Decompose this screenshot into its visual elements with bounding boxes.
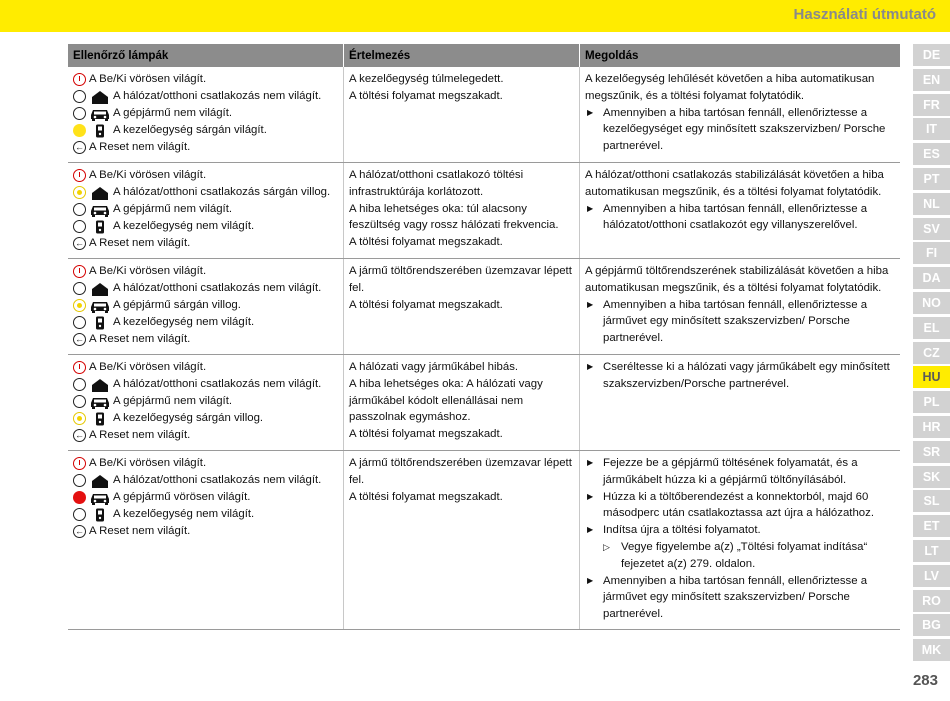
- meaning-text: A kezelőegység túlmelegedett.: [349, 73, 504, 85]
- house-icon: [90, 474, 110, 488]
- lamp-line: [73, 359, 338, 376]
- onoff-indicator-icon: [73, 169, 86, 182]
- lamp-line: [73, 218, 338, 235]
- car-icon: [90, 395, 110, 409]
- language-tab-el[interactable]: EL: [913, 317, 950, 339]
- language-tab-pt[interactable]: PT: [913, 168, 950, 190]
- house-icon: [90, 90, 110, 104]
- document-title: Használati útmutató: [793, 6, 936, 23]
- lamp-line: [73, 410, 338, 427]
- lamp-text: A Reset nem világít.: [89, 237, 191, 250]
- control-unit-icon: [90, 316, 110, 330]
- house-icon: [90, 378, 110, 392]
- lamps-cell: [68, 163, 344, 259]
- meaning-cell: [344, 451, 580, 630]
- lamp-line: [73, 280, 338, 297]
- language-tab-fi[interactable]: FI: [913, 242, 950, 264]
- table-row: [68, 163, 900, 259]
- lamp-line: [73, 201, 338, 218]
- house-icon: [90, 282, 110, 296]
- language-tab-ro[interactable]: RO: [913, 590, 950, 612]
- lamp-line: [73, 167, 338, 184]
- lamp-text: A hálózat/otthoni csatlakozás nem világít.: [113, 282, 322, 295]
- lamp-text: A hálózat/otthoni csatlakozás sárgán villog.: [113, 186, 331, 199]
- reset-indicator-icon: [73, 525, 86, 538]
- status-indicator-icon: [73, 186, 86, 199]
- table-header-row: [68, 44, 900, 67]
- lamp-line: [73, 393, 338, 410]
- lamp-line: [73, 139, 338, 156]
- lamp-text: A Reset nem világít.: [89, 525, 191, 538]
- lamp-text: A kezelőegység nem világít.: [113, 316, 255, 329]
- lamps-cell: [68, 355, 344, 451]
- meaning-text: A hálózat/otthoni csatlakozó töltési infrastruktúrája korlátozott.: [349, 169, 524, 198]
- solution-bullet: ▶ Indítsa újra a töltési folyamatot.: [585, 522, 895, 539]
- solution-bullet: ▶ Húzza ki a töltőberendezést a konnektorból, majd 60 másodperc után csatlakoztassa azt újra a hálózathoz.: [585, 489, 895, 523]
- lamp-line: [73, 427, 338, 444]
- lamp-line: [73, 88, 338, 105]
- meaning-text: A töltési folyamat megszakadt.: [349, 89, 503, 102]
- lamp-text: A kezelőegység sárgán világít.: [113, 124, 267, 137]
- lamp-line: [73, 297, 338, 314]
- solution-cell: [580, 67, 901, 163]
- meaning-cell: [344, 355, 580, 451]
- lamp-text: A hálózat/otthoni csatlakozás nem világít.: [113, 378, 322, 391]
- car-icon: [90, 299, 110, 313]
- lamp-text: A Reset nem világít.: [89, 429, 191, 442]
- status-indicator-icon: [73, 124, 86, 137]
- lamps-cell: [68, 259, 344, 355]
- language-tab-sk[interactable]: SK: [913, 466, 950, 488]
- onoff-indicator-icon: [73, 361, 86, 374]
- lamp-text: A gépjármű sárgán villog.: [113, 299, 241, 312]
- car-icon: [90, 203, 110, 217]
- lamp-line: [73, 71, 338, 88]
- solution-bullet: ▶ Amennyiben a hiba tartósan fennáll, ellenőriztesse a járművet egy minősített szakszervizben/ Porsche partnerével.: [585, 297, 895, 347]
- language-tab-sv[interactable]: SV: [913, 218, 950, 240]
- meaning-text: A töltési folyamat megszakadt.: [349, 236, 503, 249]
- language-tab-sr[interactable]: SR: [913, 441, 950, 463]
- solution-cell: [580, 451, 901, 630]
- reset-indicator-icon: [73, 141, 86, 154]
- language-tab-pl[interactable]: PL: [913, 391, 950, 413]
- lamp-text: A Be/Ki vörösen világít.: [89, 361, 207, 374]
- language-tab-it[interactable]: IT: [913, 118, 950, 140]
- lamp-line: [73, 506, 338, 523]
- language-tab-et[interactable]: ET: [913, 515, 950, 537]
- lamp-line: [73, 184, 338, 201]
- language-tab-fr[interactable]: FR: [913, 94, 950, 116]
- lamp-text: A Be/Ki vörösen világít.: [89, 457, 207, 470]
- onoff-indicator-icon: [73, 73, 86, 86]
- lamp-text: A Be/Ki vörösen világít.: [89, 73, 207, 86]
- status-indicator-icon: [73, 378, 86, 391]
- meaning-text: A hálózati vagy járműkábel hibás.: [349, 361, 519, 373]
- meaning-text: A töltési folyamat megszakadt.: [349, 490, 503, 503]
- status-indicator-icon: [73, 395, 86, 408]
- lamp-text: A gépjármű nem világít.: [113, 203, 233, 216]
- car-icon: [90, 491, 110, 505]
- car-icon: [90, 107, 110, 121]
- language-tab-sl[interactable]: SL: [913, 490, 950, 512]
- solution-cell: [580, 259, 901, 355]
- meaning-cell: [344, 259, 580, 355]
- status-indicator-icon: [73, 90, 86, 103]
- lamp-text: A kezelőegység nem világít.: [113, 220, 255, 233]
- solution-text: A hálózat/otthoni csatlakozás stabilizálását követően a hiba automatikusan megszűnik, és a töltési folyamat folytatódik.: [585, 169, 884, 198]
- warning-lamp-table: [68, 44, 900, 630]
- meaning-cell: [344, 163, 580, 259]
- status-indicator-icon: [73, 282, 86, 295]
- top-bar: [0, 0, 950, 32]
- status-indicator-icon: [73, 107, 86, 120]
- status-indicator-icon: [73, 316, 86, 329]
- solution-bullet: ▶ Amennyiben a hiba tartósan fennáll, ellenőriztesse a kezelőegységet egy minősített szakszervizben/ Porsche partnerével.: [585, 105, 895, 155]
- meaning-text: A töltési folyamat megszakadt.: [349, 298, 503, 311]
- meaning-text: A hiba lehetséges oka: A hálózati vagy járműkábel kódolt ellenállásai nem passzolnak egymáshoz.: [349, 377, 543, 424]
- house-icon: [90, 186, 110, 200]
- solution-bullet: ▶ Fejezze be a gépjármű töltésének folyamatát, és a járműkábelt húzza ki a gépjármű töltőnyílásából.: [585, 455, 895, 489]
- lamp-text: A Reset nem világít.: [89, 333, 191, 346]
- lamp-line: [73, 263, 338, 280]
- lamps-cell: [68, 451, 344, 630]
- lamp-line: [73, 105, 338, 122]
- language-tab-no[interactable]: NO: [913, 292, 950, 314]
- solution-bullet: ▶ Amennyiben a hiba tartósan fennáll, ellenőriztesse a járművet egy minősített szakszervizben/ Porsche partnerével.: [585, 573, 895, 623]
- table-row: [68, 355, 900, 451]
- page-number: 283: [912, 672, 938, 689]
- lamp-text: A Reset nem világít.: [89, 141, 191, 154]
- lamp-text: A gépjármű vörösen világít.: [113, 491, 251, 504]
- solution-text: A kezelőegység lehűlését követően a hiba automatikusan megszűnik, és a töltési folyamat folytatódik.: [585, 73, 875, 102]
- column-header-lamps: Ellenőrző lámpák: [68, 44, 344, 67]
- language-tab-es[interactable]: ES: [913, 143, 950, 165]
- onoff-indicator-icon: [73, 265, 86, 278]
- lamp-text: A gépjármű nem világít.: [113, 107, 233, 120]
- status-indicator-icon: [73, 299, 86, 312]
- language-tab-hr[interactable]: HR: [913, 416, 950, 438]
- lamp-text: A Be/Ki vörösen világít.: [89, 169, 207, 182]
- table-row: [68, 67, 900, 163]
- language-tab-lt[interactable]: LT: [913, 540, 950, 562]
- language-tab-cz[interactable]: CZ: [913, 342, 950, 364]
- status-indicator-icon: [73, 508, 86, 521]
- status-indicator-icon: [73, 412, 86, 425]
- table-row: [68, 259, 900, 355]
- table-row: [68, 451, 900, 630]
- control-unit-icon: [90, 124, 110, 138]
- language-tabs: [913, 44, 950, 664]
- meaning-cell: [344, 67, 580, 163]
- lamp-line: [73, 455, 338, 472]
- lamp-line: [73, 472, 338, 489]
- control-unit-icon: [90, 412, 110, 426]
- lamp-line: [73, 122, 338, 139]
- column-header-meaning: Értelmezés: [344, 44, 580, 67]
- lamp-line: [73, 523, 338, 540]
- solution-sub-bullet: ▷ Vegye figyelembe a(z) „Töltési folyamat indítása“ fejezetet a(z) 279. oldalon.: [585, 539, 895, 573]
- status-indicator-icon: [73, 203, 86, 216]
- solution-text: A gépjármű töltőrendszerének stabilizálását követően a hiba automatikusan megszűnik, és a töltési folyamat folytatódik.: [585, 265, 889, 294]
- reset-indicator-icon: [73, 429, 86, 442]
- lamp-text: A hálózat/otthoni csatlakozás nem világít.: [113, 474, 322, 487]
- language-tab-da[interactable]: DA: [913, 267, 950, 289]
- language-tab-en[interactable]: EN: [913, 69, 950, 91]
- status-indicator-icon: [73, 474, 86, 487]
- column-header-solution: Megoldás: [580, 44, 901, 67]
- lamp-line: [73, 314, 338, 331]
- onoff-indicator-icon: [73, 457, 86, 470]
- status-indicator-icon: [73, 491, 86, 504]
- solution-cell: [580, 163, 901, 259]
- language-tab-de[interactable]: DE: [913, 44, 950, 66]
- reset-indicator-icon: [73, 333, 86, 346]
- lamp-line: [73, 331, 338, 348]
- lamp-text: A Be/Ki vörösen világít.: [89, 265, 207, 278]
- language-tab-bg[interactable]: BG: [913, 614, 950, 636]
- lamp-line: [73, 489, 338, 506]
- meaning-text: A töltési folyamat megszakadt.: [349, 428, 503, 441]
- language-tab-nl[interactable]: NL: [913, 193, 950, 215]
- control-unit-icon: [90, 508, 110, 522]
- lamp-text: A hálózat/otthoni csatlakozás nem világít.: [113, 90, 322, 103]
- reset-indicator-icon: [73, 237, 86, 250]
- lamp-text: A kezelőegység nem világít.: [113, 508, 255, 521]
- status-indicator-icon: [73, 220, 86, 233]
- meaning-text: A jármű töltőrendszerében üzemzavar lépett fel.: [349, 265, 572, 294]
- solution-bullet: ▶ Cseréltesse ki a hálózati vagy járműkábelt egy minősített szakszervizben/Porsche partnerével.: [585, 359, 895, 393]
- lamps-cell: [68, 67, 344, 163]
- solution-cell: [580, 355, 901, 451]
- control-unit-icon: [90, 220, 110, 234]
- lamp-text: A kezelőegység sárgán villog.: [113, 412, 264, 425]
- lamp-line: [73, 376, 338, 393]
- language-tab-hu[interactable]: HU: [913, 366, 950, 388]
- language-tab-mk[interactable]: MK: [913, 639, 950, 661]
- meaning-text: A hiba lehetséges oka: túl alacsony feszültség vagy rossz hálózati frekvencia.: [349, 202, 559, 232]
- lamp-line: [73, 235, 338, 252]
- meaning-text: A jármű töltőrendszerében üzemzavar lépett fel.: [349, 457, 572, 486]
- lamp-text: A gépjármű nem világít.: [113, 395, 233, 408]
- solution-bullet: ▶ Amennyiben a hiba tartósan fennáll, ellenőriztesse a hálózatot/otthoni csatlakozót egy villanyszerelővel.: [585, 201, 895, 235]
- language-tab-lv[interactable]: LV: [913, 565, 950, 587]
